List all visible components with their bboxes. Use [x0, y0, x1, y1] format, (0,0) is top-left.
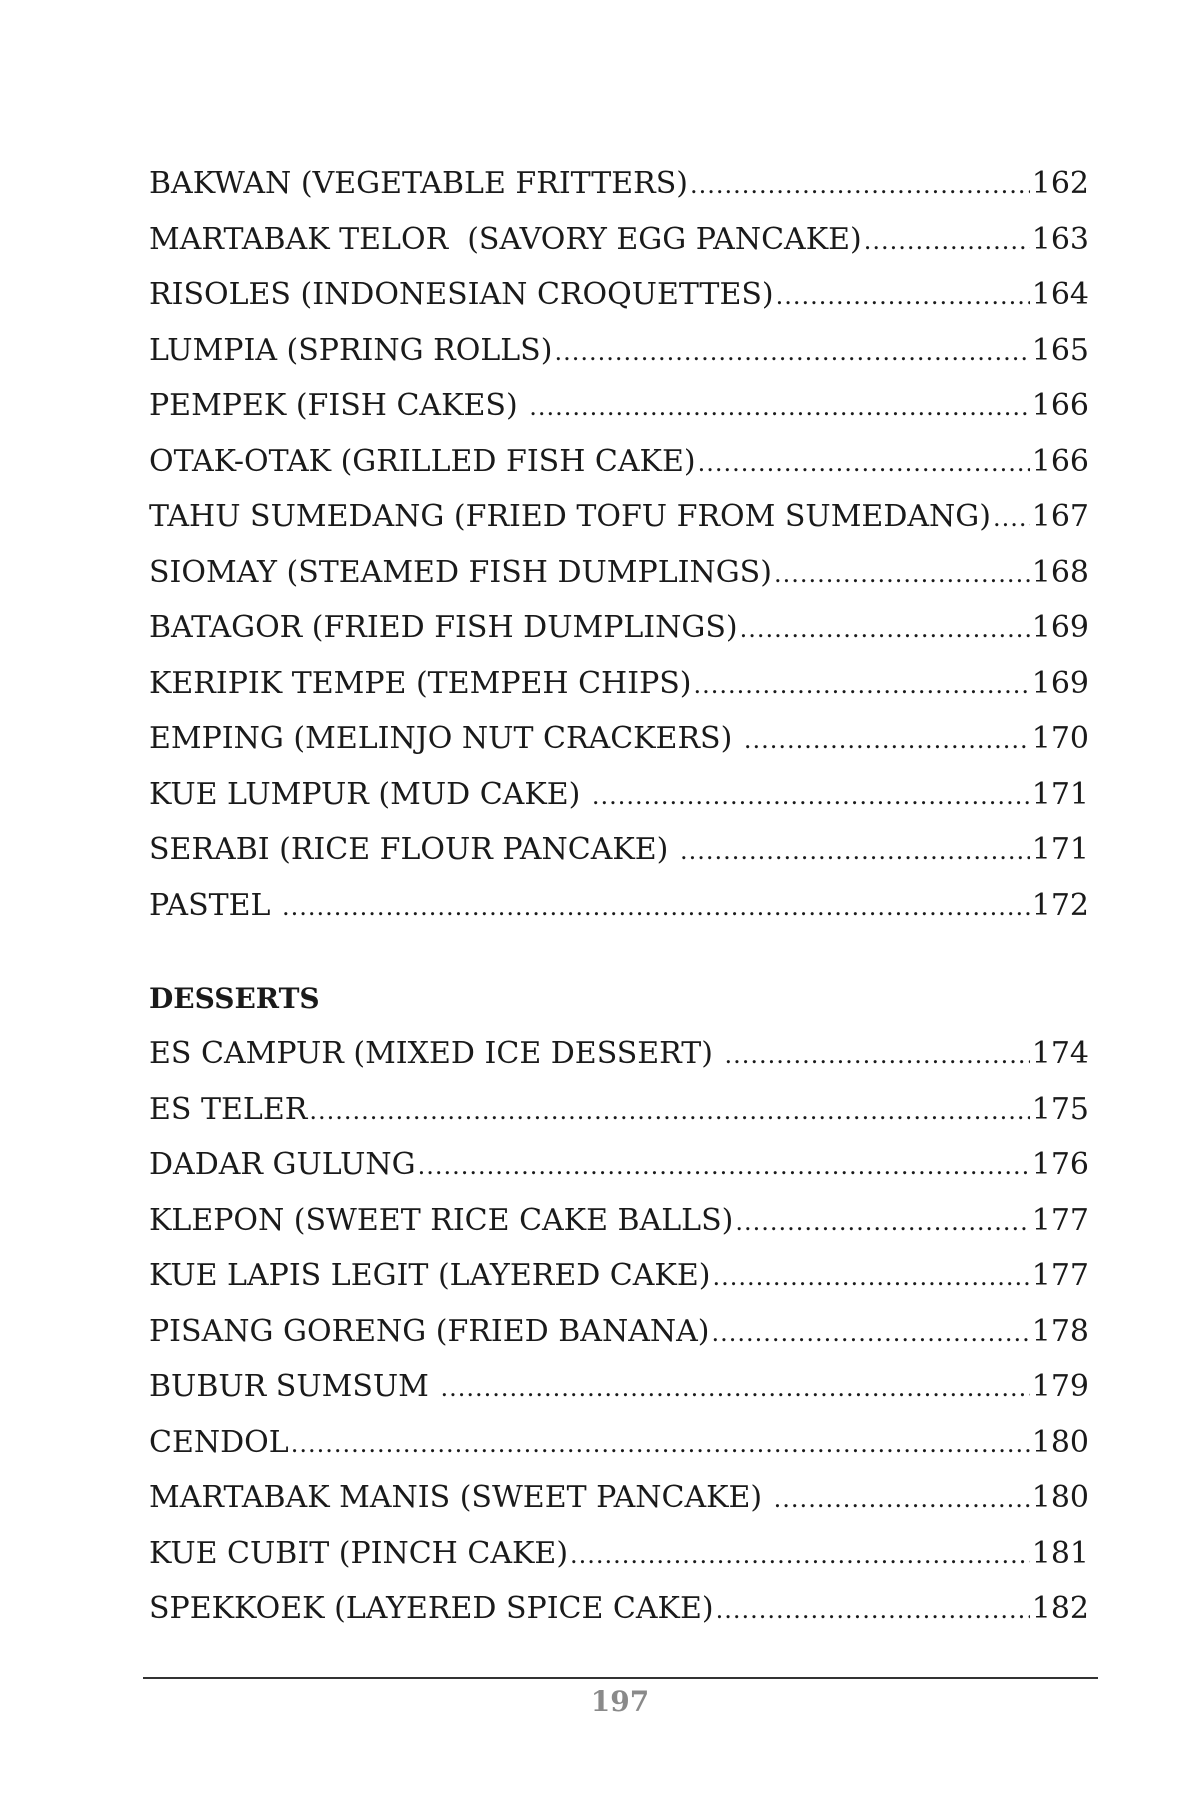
- toc-entry-es-teler[interactable]: [149, 1082, 1089, 1138]
- toc-entry-martabak-manis[interactable]: [149, 1470, 1089, 1526]
- toc-entry-page: 172: [1031, 887, 1089, 923]
- dot-leader: [712, 1306, 1030, 1360]
- dot-leader: [740, 602, 1030, 656]
- dot-leader: [529, 380, 1030, 434]
- toc-entry-page: 167: [1031, 499, 1089, 534]
- toc-entry-page: 179: [1031, 1369, 1089, 1404]
- toc-entry-page: 174: [1031, 1036, 1089, 1071]
- toc-entry-cendol[interactable]: [149, 1415, 1089, 1471]
- toc-entry-tahu-sumedang[interactable]: [149, 489, 1089, 545]
- dot-leader: [735, 1195, 1029, 1249]
- toc-entry-title: SERABI (RICE FLOUR PANCAKE): [149, 832, 678, 867]
- toc-entry-dadar-gulung[interactable]: [149, 1137, 1089, 1193]
- toc-entry-pastel[interactable]: [149, 878, 1089, 934]
- toc-entry-title: MARTABAK MANIS (SWEET PANCAKE): [149, 1480, 772, 1515]
- dot-leader: [864, 214, 1030, 268]
- toc-entry-page: 182: [1031, 1591, 1089, 1626]
- toc-entry-kue-lumpur[interactable]: [149, 767, 1089, 823]
- toc-entry-title: SPEKKOEK (LAYERED SPICE CAKE): [149, 1591, 714, 1626]
- toc-entry-pempek[interactable]: [149, 378, 1089, 434]
- toc-entry-page: 163: [1031, 221, 1089, 257]
- toc-entry-page: 176: [1031, 1147, 1089, 1182]
- toc-entry-page: 175: [1031, 1091, 1089, 1127]
- toc-entry-page: 170: [1031, 721, 1089, 756]
- dot-leader: [774, 1472, 1030, 1526]
- toc-entry-bubur-sumsum[interactable]: [149, 1359, 1089, 1415]
- toc-entry-title: PASTEL: [149, 887, 281, 923]
- table-of-contents: [149, 156, 1089, 1637]
- toc-entry-klepon[interactable]: [149, 1193, 1089, 1249]
- toc-entry-page: 171: [1031, 832, 1089, 867]
- section-spacer: [149, 933, 1089, 971]
- toc-entry-otak-otak[interactable]: [149, 434, 1089, 490]
- toc-entry-title: ES CAMPUR (MIXED ICE DESSERT): [149, 1036, 723, 1071]
- toc-entry-title: KUE LUMPUR (MUD CAKE): [149, 776, 590, 812]
- toc-entry-page: 180: [1031, 1480, 1089, 1515]
- dot-leader: [698, 436, 1030, 490]
- toc-entry-page: 168: [1031, 554, 1089, 590]
- dot-leader: [725, 1028, 1030, 1082]
- toc-entry-title: LUMPIA (SPRING ROLLS): [149, 332, 553, 368]
- toc-entry-page: 181: [1031, 1535, 1089, 1571]
- page-number: 197: [590, 1685, 650, 1718]
- toc-entry-kue-lapis-legit[interactable]: [149, 1248, 1089, 1304]
- toc-entry-title: OTAK-OTAK (GRILLED FISH CAKE): [149, 443, 696, 479]
- toc-entry-spekkoek[interactable]: [149, 1581, 1089, 1637]
- dot-leader: [993, 491, 1030, 545]
- toc-entry-page: 162: [1031, 166, 1089, 201]
- toc-entry-martabak-telor[interactable]: [149, 212, 1089, 268]
- toc-entry-es-campur[interactable]: [149, 1026, 1089, 1082]
- toc-entry-page: 177: [1031, 1258, 1089, 1293]
- toc-entry-title: KUE CUBIT (PINCH CAKE): [149, 1535, 569, 1571]
- toc-entry-title: KERIPIK TEMPE (TEMPEH CHIPS): [149, 665, 692, 701]
- toc-entry-page: 180: [1031, 1424, 1089, 1460]
- toc-entry-title: RISOLES (INDONESIAN CROQUETTES): [149, 277, 774, 312]
- toc-entry-title: BATAGOR (FRIED FISH DUMPLINGS): [149, 610, 738, 645]
- toc-entry-kue-cubit[interactable]: [149, 1526, 1089, 1582]
- toc-entry-page: 166: [1031, 388, 1089, 423]
- dot-leader: [694, 658, 1030, 712]
- dot-leader: [309, 1084, 1029, 1138]
- dot-leader: [776, 269, 1030, 323]
- toc-entry-title: PEMPEK (FISH CAKES): [149, 388, 528, 423]
- toc-entry-batagor[interactable]: [149, 600, 1089, 656]
- toc-entry-pisang-goreng[interactable]: [149, 1304, 1089, 1360]
- dot-leader: [440, 1361, 1029, 1415]
- toc-entry-title: EMPING (MELINJO NUT CRACKERS): [149, 721, 742, 756]
- dot-leader: [291, 1417, 1030, 1471]
- toc-entry-page: 164: [1031, 277, 1089, 312]
- toc-entry-page: 177: [1031, 1202, 1089, 1238]
- toc-entry-title: BUBUR SUMSUM: [149, 1369, 439, 1404]
- dot-leader: [592, 769, 1030, 823]
- dot-leader: [554, 325, 1029, 379]
- dot-leader: [716, 1583, 1030, 1637]
- toc-entry-serabi[interactable]: [149, 822, 1089, 878]
- toc-entry-title: CENDOL: [149, 1424, 289, 1460]
- toc-entry-siomay[interactable]: [149, 545, 1089, 601]
- footer-divider: [143, 1677, 1098, 1679]
- dot-leader: [712, 1250, 1029, 1304]
- toc-entry-keripik-tempe[interactable]: [149, 656, 1089, 712]
- dot-leader: [680, 824, 1030, 878]
- dot-leader: [690, 158, 1030, 212]
- toc-entry-page: 166: [1031, 443, 1089, 479]
- dot-leader: [570, 1528, 1030, 1582]
- toc-entry-page: 171: [1031, 776, 1089, 812]
- toc-entry-page: 169: [1031, 665, 1089, 701]
- dot-leader: [774, 547, 1030, 601]
- toc-entry-title: BAKWAN (VEGETABLE FRITTERS): [149, 166, 688, 201]
- dot-leader: [418, 1139, 1030, 1193]
- toc-entry-emping[interactable]: [149, 711, 1089, 767]
- toc-entry-title: DADAR GULUNG: [149, 1147, 416, 1182]
- toc-entry-title: TAHU SUMEDANG (FRIED TOFU FROM SUMEDANG): [149, 499, 991, 534]
- dot-leader: [282, 880, 1030, 934]
- toc-entry-title: SIOMAY (STEAMED FISH DUMPLINGS): [149, 554, 772, 590]
- toc-entry-page: 169: [1031, 610, 1089, 645]
- toc-entry-lumpia[interactable]: [149, 323, 1089, 379]
- section-heading-desserts: DESSERTS: [149, 982, 320, 1015]
- toc-entry-title: MARTABAK TELOR (SAVORY EGG PANCAKE): [149, 221, 862, 257]
- toc-entry-page: 178: [1031, 1313, 1089, 1349]
- toc-entry-risoles[interactable]: [149, 267, 1089, 323]
- toc-entry-page: 165: [1031, 332, 1089, 368]
- toc-entry-title: KUE LAPIS LEGIT (LAYERED CAKE): [149, 1258, 711, 1293]
- toc-entry-title: KLEPON (SWEET RICE CAKE BALLS): [149, 1202, 734, 1238]
- dot-leader: [744, 713, 1030, 767]
- toc-entry-title: ES TELER: [149, 1091, 308, 1127]
- toc-entry-title: PISANG GORENG (FRIED BANANA): [149, 1313, 710, 1349]
- toc-entry-bakwan[interactable]: [149, 156, 1089, 212]
